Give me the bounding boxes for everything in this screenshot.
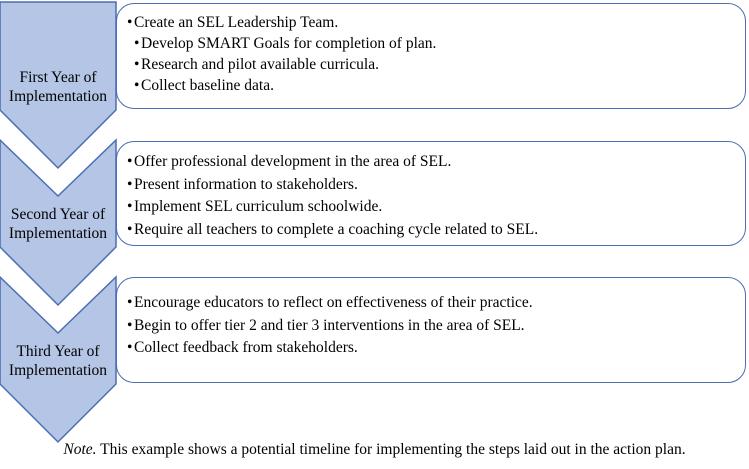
bullet-icon: • [127,220,133,238]
bullet-icon: • [127,198,133,215]
bullet-text: Implement SEL curriculum schoolwide. [134,198,383,215]
bullet-icon: • [127,294,133,311]
bullet-text: Create an SEL Leadership Team. [134,14,339,31]
bullet-item [127,337,745,360]
phase-label-line: Implementation [8,225,108,242]
phase-label-line: Implementation [8,362,108,379]
bullet-text: Develop SMART Goals for completion of plan. [141,35,437,52]
bullet-icon: • [127,316,133,334]
bullet-item [127,315,745,338]
bullet-text: Research and pilot available curricula. [141,56,379,73]
bullet-icon: • [134,56,140,73]
bullet-item [127,54,745,75]
bullet-item [127,33,745,54]
bullet-item [127,174,745,197]
bullet-icon: • [127,153,133,170]
phase-label-first-year [0,68,116,106]
bullet-item [127,75,745,96]
bullet-text: Collect baseline data. [141,77,274,94]
phase-label-second-year [0,205,116,243]
phase-box-third-year [116,277,746,383]
phase-label-line: Second Year of [10,206,106,223]
bullet-item [127,196,745,219]
bullet-icon: • [127,14,133,31]
bullet-icon: • [127,175,133,193]
phase-box-first-year [116,3,746,109]
bullet-item [127,12,745,33]
bullet-text: Collect feedback from stakeholders. [134,339,358,356]
bullet-text: Require all teachers to complete a coaching cycle related to SEL. [134,220,539,238]
bullet-item [127,151,745,174]
note-prefix: Note. [63,441,97,458]
phase-label-line: Third Year of [16,343,100,360]
phase-label-line: First Year of [19,69,97,86]
bullet-icon: • [134,77,140,94]
bullet-item [127,292,745,315]
phase-label-line: Implementation [8,88,108,105]
bullet-text: Present information to stakeholders. [134,175,358,193]
bullet-icon: • [134,35,140,52]
bullet-text: Encourage educators to reflect on effectiveness of their practice. [134,294,533,311]
bullet-item [127,219,745,242]
bullet-icon: • [127,339,133,356]
phase-box-second-year [116,141,746,246]
bullet-text: Begin to offer tier 2 and tier 3 interventions in the area of SEL. [134,316,525,334]
figure-note [0,440,749,460]
bullet-text: Offer professional development in the area of SEL. [134,153,452,170]
note-text: This example shows a potential timeline for implementing the steps laid out in the action plan. [96,441,686,458]
bullet-list [127,12,745,96]
bullet-list [127,151,745,241]
phase-label-third-year [0,342,116,380]
bullet-list [127,292,745,360]
